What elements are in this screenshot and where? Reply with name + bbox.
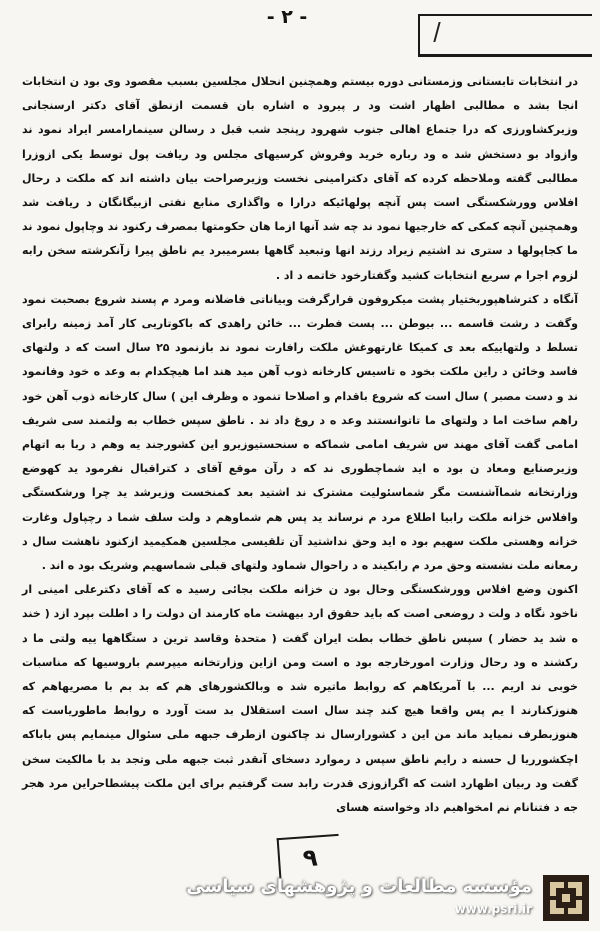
handwritten-mark-icon bbox=[433, 22, 480, 42]
folio-number-stamp: ۹ bbox=[277, 834, 342, 880]
watermark-title: مؤسسه مطالعات و پژوهشهای سیاسی bbox=[186, 876, 532, 897]
watermark-url: www.psri.ir bbox=[454, 902, 532, 916]
document-body bbox=[22, 70, 578, 820]
paragraph-2: آنگاه د کترشاهپوربختیار پشت میکروفون قرارگرفت وبیاناتی فاضلانه ومرد م پسند شروع بصحبت نمود وگفت د رشت قاسمه ... بیوطن ... پست فطرت ... خائن راهدی که باکوتاریی کار آمد زمینه رابرای تسلط د ولتهاییکه بعد ی کمیکا غارتهوغش ملکت رافارت نمود ند بازنمود ۲۵ سال است که د ولتهای فاسد وخائن د راین ملکت بخود ه تاسیس کارخانه ذوب آهن مید هند اما هیچکدام به وعد ه خود وفانمود ند و دست مصبر ) سال است که شروع باقدام و اصلاحا تنمود ه وظرف این ) سال کارخانه ذوب آهن خود راهم ساخت اما د ولتهای ما تاتوانستند وعد ه د روغ داد ند . ناطق سپس خطاب به ولتمند سی شریف امامی گفت آقای مهند س شریف امامی شماکه ه سنحستیوزیرو این کشورجند یه وهم د ربا به اتهام وزیرصنایع ومعاد ن بود ه اید شماچطوری ند که د رآن موقع آقای د کتراقبال نفرمود ید کهوضع وزارتخانه شماآشنست مگر شماسئولیت مشترک ند اشتید بعد کمنخست وزیرشد ید چرا ورشکستگی وافلاس خزانه ملکت رابیا اطلاع مرد م نرساند ید پس هم شماوهم د ولت سلف شما د رچپاول وغارت خزانه وهستی ملکت سهیم بود ه اید وحق نداشتید آن تلقیسی مجلسین همکیمید ازکنود ناهشت سال د رمعانه ملت نشسته وحق مرد م رابکیند ه د راحوال شماود ولتهای قبلی شماسهیم وشریک بود ه اند . bbox=[22, 292, 578, 573]
institute-watermark bbox=[186, 872, 594, 922]
institute-logo-icon bbox=[542, 874, 590, 922]
corner-stamp bbox=[418, 14, 592, 57]
page-number: - ۲ - bbox=[266, 6, 308, 28]
paragraph-1: در انتخابات تابستانی وزمستانی دوره بیستم وهمچنین انحلال مجلسین بسبب مقصود وی بود ن انتخابات انجا بشد ه مطالبی اظهار اشت ود ر پیرود ه اشاره بان قسمت ازنطق آقای دکتر ارسنجانی وزیرکشاورزی که درا جتماع اهالی جنوب شهرود رپنجد شب قبل د رسالن سینمارامسر ایراد نمود ند وازواد بو دستخش شد ه ود رباره خرید وفروش کرسیهای مجلس ود ریافت پول توسط یکی ازوزرا مطالبی گفته وملاحظه کرده که آقای دکترامینی نخست وزیرصراحت بیان داشته اند که ملکت د رحال افلاس وورشکستگی است پس آنچه پولهائیکه درارا ه واگذاری منابع نفتی ازبیگانگان د ریافت شد وهمچنین آنچه کمکی که خارجیها نمود ند چه شد آنها ازما هان حکومتها بمصرف رکنود ند وچاپول نمود ند ما کجاپولها د ستری ند اشتیم زیراد رزند انها وتبعید گاهها بسرمیبرد یم ناطق پیرا زآنکرشته سخن رابه لزوم اجرا م سریع انتخابات کشید وگفتارخود خاتمه د اد . bbox=[22, 75, 578, 282]
paragraph-3: اکنون وضع افلاس وورشکستگی وحال بود ن خزانه ملکت بجائی رسید ه که آقای دکترعلی امینی ار ناخود نگاه د ولت د روضعی اصت که باید حقوق ارد بیهشت ماه کارمند ان دولت را د اطلت بپرد ازد ( خند ه شد ید حضار ) سپس ناطق خطاب بطت ایران گفت ( متحدهٔ وقاسد ترین د ستگاهها ییه ولتی ما د ركشند ه ود رحال وزارت امورخارجه بود ه است ومن ازاین وزارتخانه میپرسم باروسیها که مناسبات خوبی ند اریم ... با آمریکاهم که روابط ماتیره شد ه وبالکشورهای هم که بد بم با مصریهاهم که هنوزکنارند ا یم پس واقعا هیچ کند چند سال است استقلال بد ست آورد ه روابط ماطوریاست که هنوزبطرف نمیاید ماند من این د کشورارسال ند چاکنون ازطرف جبهه ملی سئوال مینمایم پس باباکه اچکشورریا ل حسنه د رایم ناطق سپس د رموارد دسخای آنقدر ثبت جبهه ملی وتجد بد با مالکیت سخن گفت ود ربیان اظهارد اشت که اگرازوزی قدرت رابد ست گرفتیم برای این ملکت پیشطاحراین مرد هجر جه د فتنانام نم امخواهیم داد وخواسته هسای bbox=[22, 583, 578, 815]
